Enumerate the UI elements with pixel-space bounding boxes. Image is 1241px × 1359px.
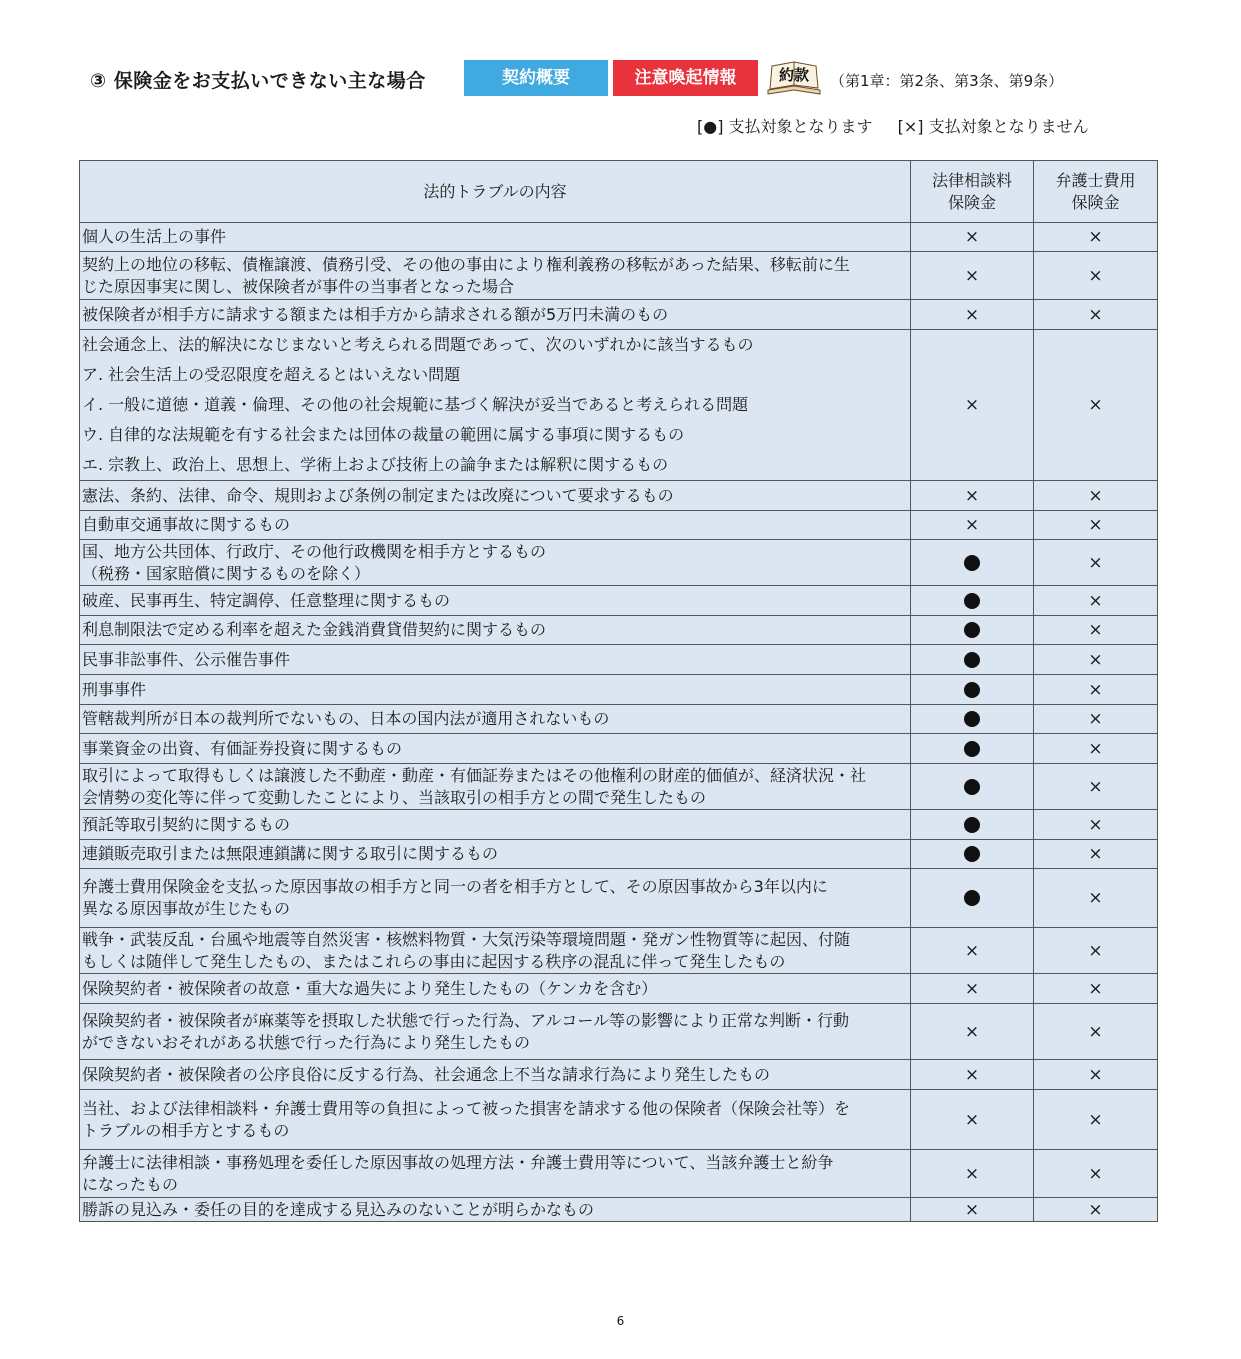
row-content-line: 自動車交通事故に関するもの: [82, 515, 291, 534]
row-content: [80, 705, 911, 734]
legal-consultation-mark: [911, 810, 1034, 840]
table-row: [80, 840, 1158, 869]
row-content: [80, 511, 911, 540]
table-row: [80, 300, 1158, 330]
attorney-fees-mark: [1034, 675, 1158, 705]
exclusion-table: [79, 160, 1158, 1222]
not-payable-cross-icon: ×: [964, 978, 980, 999]
not-payable-cross-icon: ×: [1088, 304, 1103, 325]
table-row: [80, 1150, 1158, 1198]
legal-consultation-mark: [911, 1198, 1034, 1222]
legal-consultation-mark: [911, 586, 1034, 616]
not-payable-cross-icon: ×: [1088, 515, 1103, 535]
not-payable-cross-icon: ×: [1088, 978, 1103, 999]
table-header-row: [80, 161, 1158, 223]
legal-consultation-mark: [911, 330, 1034, 481]
not-payable-cross-icon: ×: [964, 1199, 980, 1220]
page-number: 6: [616, 1314, 625, 1328]
row-content-line: ウ. 自律的な法規範を有する社会または団体の裁量の範囲に属する事項に関するもの: [82, 425, 685, 444]
not-payable-cross-icon: ×: [1088, 552, 1103, 573]
row-content-line: 勝訴の見込み・委任の目的を達成する見込みのないことが明らかなもの: [82, 1199, 595, 1219]
table-row: [80, 1004, 1158, 1060]
table-row: [80, 764, 1158, 810]
legal-consultation-mark: [911, 616, 1034, 645]
table-row: [80, 705, 1158, 734]
table-row: [80, 1060, 1158, 1090]
attorney-fees-mark: [1034, 616, 1158, 645]
attorney-fees-mark: [1034, 1060, 1158, 1090]
row-content-line: 破産、民事再生、特定調停、任意整理に関するもの: [82, 590, 451, 610]
row-content: [80, 1150, 911, 1198]
row-content-line: ができないおそれがある状態で行った行為により発生したもの: [82, 1032, 531, 1052]
row-content-line: 取引によって取得もしくは譲渡した不動産・動産・有価証券またはその他権利の財産的価値が、経済状況・社: [82, 765, 867, 785]
payable-circle-icon: [964, 593, 980, 609]
legal-consultation-mark: [911, 1150, 1034, 1198]
row-content-line: ア. 社会生活上の受忍限度を超えるとはいえない問題: [82, 365, 461, 384]
table-row: [80, 1090, 1158, 1150]
row-content: [80, 252, 911, 300]
legal-consultation-mark: [911, 734, 1034, 764]
attorney-fees-mark: [1034, 840, 1158, 869]
attorney-fees-mark: [1034, 330, 1158, 481]
legal-consultation-mark: [911, 675, 1034, 705]
row-content-line: じた原因事実に関し、被保険者が事件の当事者となった場合: [82, 276, 515, 296]
terms-reference: （第1章：第2条、第3条、第9条）: [830, 72, 1064, 90]
attorney-fees-mark: [1034, 511, 1158, 540]
table-row: [80, 586, 1158, 616]
table-row: [80, 330, 1158, 481]
row-content-line: 憲法、条約、法律、命令、規則および条例の制定または改廃について要求するもの: [82, 485, 674, 505]
row-content: [80, 616, 911, 645]
row-content-line: 保険契約者・被保険者が麻薬等を摂取した状態で行った行為、アルコール等の影響により正常な判断・行動: [82, 1010, 850, 1030]
not-payable-cross-icon: ×: [1088, 485, 1103, 506]
legal-consultation-mark: [911, 1060, 1034, 1090]
legal-consultation-mark: [911, 1004, 1034, 1060]
not-payable-cross-icon: ×: [964, 1163, 980, 1184]
row-content-line: 弁護士費用保険金を支払った原因事故の相手方と同一の者を相手方として、その原因事故から3年以内に: [82, 877, 828, 896]
row-content-line: 利息制限法で定める利率を超えた金銭消費貸借契約に関するもの: [82, 620, 547, 639]
row-content-line: 戦争・武装反乱・台風や地震等自然災害・核燃料物質・大気汚染等環境問題・発ガン性物質等に起因、付随: [82, 929, 851, 949]
table-row: [80, 540, 1158, 586]
header-content: 法的トラブルの内容: [80, 161, 911, 223]
table-row: [80, 974, 1158, 1004]
attorney-fees-mark: [1034, 223, 1158, 252]
not-payable-cross-icon: ×: [1088, 1021, 1103, 1042]
row-content: [80, 840, 911, 869]
not-payable-cross-icon: ×: [1088, 1199, 1103, 1220]
legend: [697, 114, 1109, 137]
section-title: ③ 保険金をお支払いできない主な場合: [90, 70, 426, 92]
header-attorney-fees: 弁護士費用 保険金: [1034, 161, 1158, 223]
not-payable-cross-icon: ×: [964, 485, 980, 506]
row-content-line: エ. 宗教上、政治上、思想上、学術上および技術上の論争または解釈に関するもの: [82, 455, 669, 474]
row-content-line: 保険契約者・被保険者の故意・重大な過失により発生したもの（ケンカを含む）: [82, 978, 658, 998]
not-payable-cross-icon: ×: [1088, 844, 1103, 864]
terms-book-icon: [762, 58, 826, 100]
not-payable-cross-icon: ×: [964, 304, 980, 325]
not-payable-cross-icon: ×: [964, 227, 980, 247]
payable-circle-icon: [964, 682, 980, 698]
table-row: [80, 223, 1158, 252]
attorney-fees-mark: [1034, 645, 1158, 675]
payable-circle-icon: [964, 779, 980, 795]
not-payable-cross-icon: ×: [1088, 709, 1103, 729]
row-content-line: 被保険者が相手方に請求する額または相手方から請求される額が5万円未満のもの: [82, 304, 669, 324]
table-row: [80, 675, 1158, 705]
row-content: [80, 974, 911, 1004]
not-payable-cross-icon: ×: [964, 515, 980, 535]
table-row: [80, 734, 1158, 764]
payable-circle-icon: [964, 652, 980, 668]
payable-circle-icon: [964, 711, 980, 727]
row-content: [80, 810, 911, 840]
attorney-fees-mark: [1034, 586, 1158, 616]
legend-pay: [●] 支払対象となります: [697, 117, 873, 136]
not-payable-cross-icon: ×: [1088, 620, 1103, 640]
not-payable-cross-icon: ×: [964, 940, 980, 961]
not-payable-cross-icon: ×: [1088, 814, 1103, 835]
attorney-fees-mark: [1034, 252, 1158, 300]
row-content-line: になったもの: [82, 1174, 179, 1194]
not-payable-cross-icon: ×: [1088, 590, 1103, 611]
payable-circle-icon: [964, 817, 980, 833]
row-content-line: もしくは随伴して発生したもの、またはこれらの事由に起因する秩序の混乱に伴って発生したもの: [82, 951, 786, 971]
legal-consultation-mark: [911, 974, 1034, 1004]
table-row: [80, 1198, 1158, 1222]
table-row: [80, 645, 1158, 675]
not-payable-cross-icon: ×: [964, 395, 980, 415]
row-content-line: 当社、および法律相談料・弁護士費用等の負担によって被った損害を請求する他の保険者（保険会社等）を: [82, 1098, 851, 1118]
attorney-fees-mark: [1034, 705, 1158, 734]
row-content: [80, 928, 911, 974]
attorney-fees-mark: [1034, 928, 1158, 974]
legal-consultation-mark: [911, 300, 1034, 330]
caution-info-badge: 注意喚起情報: [613, 60, 758, 96]
not-payable-cross-icon: ×: [1088, 738, 1103, 759]
attorney-fees-mark: [1034, 734, 1158, 764]
row-content-line: 保険契約者・被保険者の公序良俗に反する行為、社会通念上不当な請求行為により発生したもの: [82, 1064, 771, 1084]
payable-circle-icon: [964, 622, 980, 638]
attorney-fees-mark: [1034, 1150, 1158, 1198]
attorney-fees-mark: [1034, 481, 1158, 511]
row-content-line: （税務・国家賠償に関するものを除く）: [82, 563, 371, 583]
row-content: [80, 330, 911, 481]
row-content: [80, 869, 911, 928]
attorney-fees-mark: [1034, 1004, 1158, 1060]
not-payable-cross-icon: ×: [1088, 227, 1103, 247]
attorney-fees-mark: [1034, 300, 1158, 330]
row-content: [80, 1198, 911, 1222]
row-content: [80, 734, 911, 764]
row-content-line: 国、地方公共団体、行政庁、その他行政機関を相手方とするもの: [82, 541, 547, 561]
header-legal-consultation: 法律相談料 保険金: [911, 161, 1034, 223]
legal-consultation-mark: [911, 252, 1034, 300]
legend-nopay: [×] 支払対象となりません: [897, 117, 1089, 136]
legal-consultation-mark: [911, 511, 1034, 540]
row-content-line: 社会通念上、法的解決になじまないと考えられる問題であって、次のいずれかに該当するもの: [82, 335, 754, 354]
table-row: [80, 810, 1158, 840]
row-content-line: 刑事事件: [82, 679, 147, 699]
attorney-fees-mark: [1034, 1090, 1158, 1150]
legal-consultation-mark: [911, 223, 1034, 252]
legal-consultation-mark: [911, 645, 1034, 675]
payable-circle-icon: [964, 890, 980, 906]
table-row: [80, 481, 1158, 511]
attorney-fees-mark: [1034, 1198, 1158, 1222]
row-content-line: 事業資金の出資、有価証券投資に関するもの: [82, 738, 403, 758]
legal-consultation-mark: [911, 540, 1034, 586]
not-payable-cross-icon: ×: [1088, 888, 1103, 908]
not-payable-cross-icon: ×: [1088, 1109, 1103, 1130]
not-payable-cross-icon: ×: [1088, 395, 1103, 415]
not-payable-cross-icon: ×: [1088, 679, 1103, 700]
legal-consultation-mark: [911, 840, 1034, 869]
not-payable-cross-icon: ×: [1088, 649, 1103, 670]
not-payable-cross-icon: ×: [1088, 1064, 1103, 1085]
not-payable-cross-icon: ×: [1088, 265, 1103, 286]
row-content: [80, 586, 911, 616]
attorney-fees-mark: [1034, 810, 1158, 840]
row-content-line: 契約上の地位の移転、債権譲渡、債務引受、その他の事由により権利義務の移転があった結果、移転前に生: [82, 254, 850, 274]
payable-circle-icon: [964, 555, 980, 571]
row-content: [80, 764, 911, 810]
row-content: [80, 1090, 911, 1150]
row-content-line: 異なる原因事故が生じたもの: [82, 899, 291, 918]
legal-consultation-mark: [911, 928, 1034, 974]
row-content: [80, 645, 911, 675]
row-content-line: 管轄裁判所が日本の裁判所でないもの、日本の国内法が適用されないもの: [82, 709, 610, 728]
not-payable-cross-icon: ×: [1088, 940, 1103, 961]
attorney-fees-mark: [1034, 869, 1158, 928]
row-content-line: 会情勢の変化等に伴って変動したことにより、当該取引の相手方との間で発生したもの: [82, 787, 707, 807]
row-content: [80, 481, 911, 511]
not-payable-cross-icon: ×: [964, 1021, 980, 1042]
row-content: [80, 1004, 911, 1060]
attorney-fees-mark: [1034, 764, 1158, 810]
row-content: [80, 1060, 911, 1090]
legal-consultation-mark: [911, 869, 1034, 928]
attorney-fees-mark: [1034, 540, 1158, 586]
row-content-line: 預託等取引契約に関するもの: [82, 814, 291, 834]
not-payable-cross-icon: ×: [964, 1109, 980, 1130]
attorney-fees-mark: [1034, 974, 1158, 1004]
row-content: [80, 540, 911, 586]
payable-circle-icon: [964, 846, 980, 862]
row-content-line: 連鎖販売取引または無限連鎖講に関する取引に関するもの: [82, 844, 499, 863]
row-content: [80, 223, 911, 252]
table-row: [80, 869, 1158, 928]
contract-summary-badge: 契約概要: [464, 60, 608, 96]
not-payable-cross-icon: ×: [964, 265, 980, 286]
row-content: [80, 300, 911, 330]
not-payable-cross-icon: ×: [964, 1064, 980, 1085]
row-content-line: イ. 一般に道徳・道義・倫理、その他の社会規範に基づく解決が妥当であると考えられる問題: [82, 395, 749, 414]
legal-consultation-mark: [911, 764, 1034, 810]
payable-circle-icon: [964, 741, 980, 757]
row-content-line: 弁護士に法律相談・事務処理を委任した原因事故の処理方法・弁護士費用等について、当該弁護士と紛争: [82, 1152, 834, 1172]
row-content: [80, 675, 911, 705]
table-row: [80, 928, 1158, 974]
row-content-line: 個人の生活上の事件: [82, 227, 227, 246]
table-row: [80, 252, 1158, 300]
book-label: 約款: [778, 66, 810, 84]
not-payable-cross-icon: ×: [1088, 1163, 1103, 1184]
section-header: [90, 58, 1170, 98]
row-content-line: 民事非訟事件、公示催告事件: [82, 649, 291, 669]
legal-consultation-mark: [911, 705, 1034, 734]
row-content-line: トラブルの相手方とするもの: [82, 1120, 290, 1140]
legal-consultation-mark: [911, 1090, 1034, 1150]
legal-consultation-mark: [911, 481, 1034, 511]
not-payable-cross-icon: ×: [1088, 776, 1103, 797]
table-row: [80, 511, 1158, 540]
table-row: [80, 616, 1158, 645]
